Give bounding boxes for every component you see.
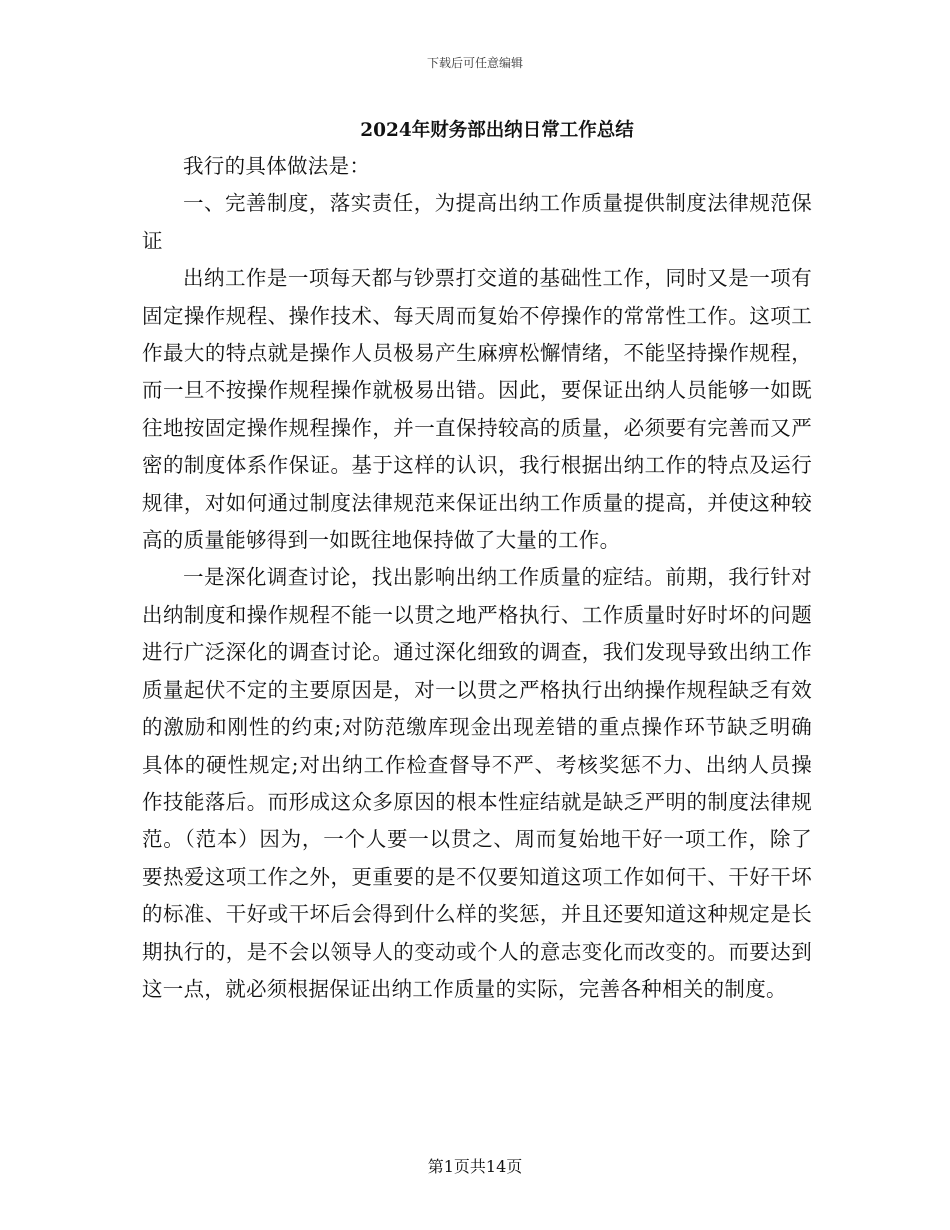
document-body bbox=[142, 148, 812, 1008]
paragraph-overview: 出纳工作是一项每天都与钞票打交道的基础性工作，同时又是一项有固定操作规程、操作技术、每天周而复始不停操作的常常性工作。这项工作最大的特点就是操作人员极易产生麻痹松懈情绪，不能坚持操作规程，而一旦不按操作规程操作就极易出错。因此，要保证出纳人员能够一如既往地按固定操作规程操作，并一直保持较高的质量，必须要有完善而又严密的制度体系作保证。基于这样的认识，我行根据出纳工作的特点及运行规律，对如何通过制度法律规范来保证出纳工作质量的提高，并使这种较高的质量能够得到一如既往地保持做了大量的工作。 bbox=[142, 266, 812, 553]
section-heading-1: 一、完善制度，落实责任，为提高出纳工作质量提供制度法律规范保证 bbox=[142, 191, 812, 253]
paragraph-intro: 我行的具体做法是： bbox=[183, 154, 371, 178]
page-footer: 第1页共14页 bbox=[427, 1157, 523, 1176]
header-note: 下载后可任意编辑 bbox=[426, 56, 523, 70]
paragraph-investigation: 一是深化调查讨论，找出影响出纳工作质量的症结。前期，我行针对出纳制度和操作规程不能一以贯之地严格执行、工作质量时好时坏的问题进行广泛深化的调查讨论。通过深化细致的调查，我们发现导致出纳工作质量起伏不定的主要原因是，对一以贯之严格执行出纳操作规程缺乏有效的激励和刚性的约束;对防范缴库现金出现差错的重点操作环节缺乏明确具体的硬性规定;对出纳工作检查督导不严、考核奖惩不力、出纳人员操作技能落后。而形成这众多原因的根本性症结就是缺乏严明的制度法律规范。（范本）因为，一个人要一以贯之、周而复始地干好一项工作，除了要热爱这项工作之外，更重要的是不仅要知道这项工作如何干、干好干坏的标准、干好或干坏后会得到什么样的奖惩，并且还要知道这种规定是长期执行的，是不会以领导人的变动或个人的意志变化而改变的。而要达到这一点，就必须根据保证出纳工作质量的实际，完善各种相关的制度。 bbox=[142, 565, 812, 1001]
document-title: 2024年财务部出纳日常工作总结 bbox=[360, 120, 634, 141]
